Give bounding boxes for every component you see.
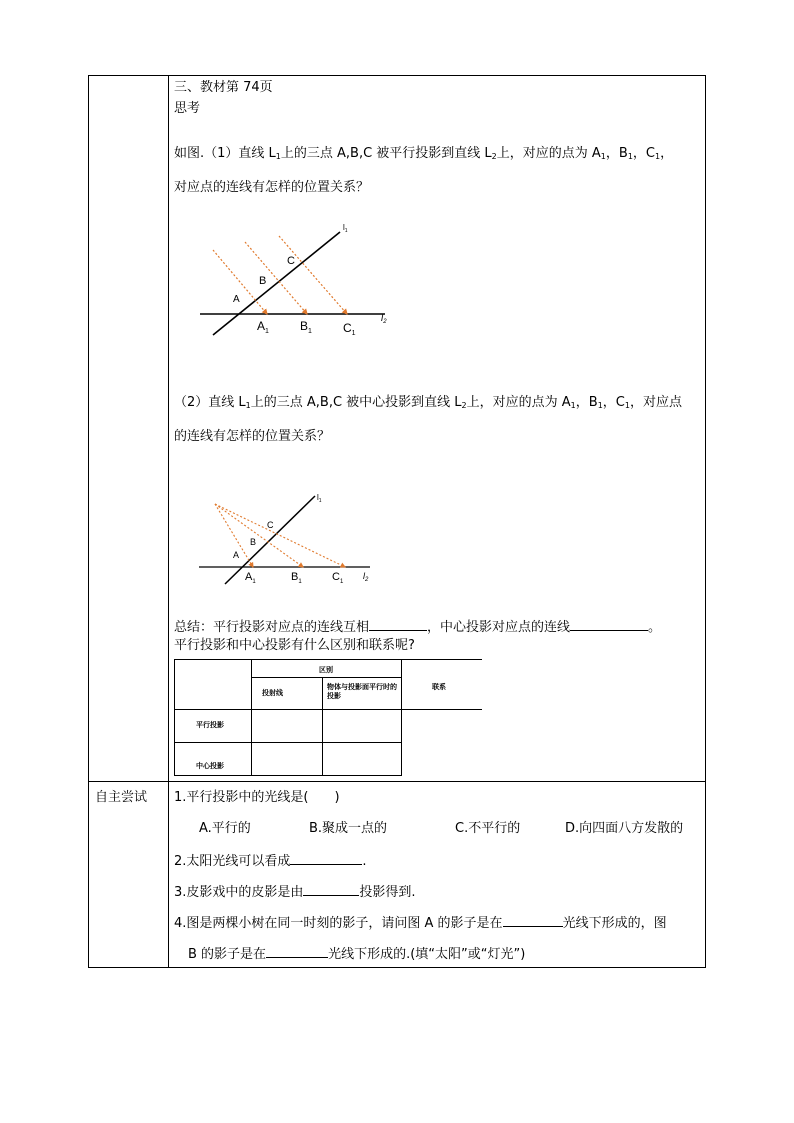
label-b1: $B_1$: [300, 319, 312, 335]
summary-blank-2[interactable]: [570, 618, 648, 631]
label-l1: $l_1$: [343, 223, 348, 234]
header-projection-line: 投射线: [262, 689, 283, 697]
exercise-1-option-d[interactable]: D.向四面八方发散的: [565, 821, 684, 836]
exercise-3: 3.皮影戏中的皮影是由 投影得到.: [174, 885, 416, 900]
label-a1: $A_1$: [257, 319, 269, 335]
exercise-4-blank-2[interactable]: [266, 945, 328, 958]
question-1-line-1: 如图.（1）直线 $L_1$上的三点 A,B,C 被平行投影到直线 $L_2$上，对应的点为 $A_1$，$B_1$，$C_1$，: [174, 146, 674, 161]
question-2-line-2: 的连线有怎样的位置关系？: [174, 429, 331, 444]
comparison-table: [174, 659, 482, 776]
exercise-4-line-1: 4.图是两棵小树在同一时刻的影子，请问图 A 的影子是在 光线下形成的，图: [174, 916, 667, 931]
label-b1: $B_1$: [291, 571, 302, 585]
label-l2: $l_2$: [363, 571, 369, 583]
central-projection-figure: [195, 488, 385, 588]
exercise-4-line-2: B 的影子是在 光线下形成的.(填“太阳”或“灯光”): [188, 947, 526, 962]
label-b: B: [250, 537, 257, 547]
projection-ray-c: [279, 236, 347, 314]
header-difference: 区别: [319, 666, 333, 674]
label-c: C: [287, 255, 295, 267]
row-parallel-projection: 平行投影: [196, 721, 224, 729]
difference-question: 平行投影和中心投影有什么区别和联系呢?: [174, 638, 415, 653]
row-divider: [89, 781, 705, 782]
label-a: A: [233, 294, 240, 305]
label-l1: $l_1$: [317, 493, 322, 504]
label-l2: $l_2$: [381, 313, 387, 325]
question-1-line-2: 对应点的连线有怎样的位置关系？: [174, 180, 370, 195]
label-a: A: [233, 550, 240, 560]
think-label: 思考: [174, 101, 201, 116]
summary-line: 总结：平行投影对应点的连线互相 ，中心投影对应点的连线 。: [174, 620, 662, 635]
exercise-1-stem: 1.平行投影中的光线是( ): [174, 790, 340, 805]
projection-ray-b: [245, 242, 307, 314]
self-try-label: 自主尝试: [95, 790, 148, 805]
label-c: C: [267, 520, 274, 530]
exercise-2: 2.太阳光线可以看成 .: [174, 854, 367, 869]
column-divider: [168, 76, 169, 967]
question-2-line-1: （2）直线 $L_1$上的三点 A,B,C 被中心投影到直线 $L_2$上，对应的点为 $A_1$，$B_1$，$C_1$，对应点: [174, 395, 682, 410]
label-c1: $C_1$: [343, 321, 356, 337]
central-ray-b: [215, 504, 303, 567]
exercise-1-option-b[interactable]: B.聚成一点的: [309, 821, 388, 836]
section-title: 三、教材第 74页: [174, 80, 273, 95]
exercise-3-blank[interactable]: [303, 883, 359, 896]
header-parallel-shadow: 物体与投影面平行时的投影: [327, 683, 397, 700]
parallel-projection-figure: [195, 220, 440, 360]
exercise-1-option-c[interactable]: C.不平行的: [455, 821, 521, 836]
exercise-1-option-a[interactable]: A.平行的: [199, 821, 251, 836]
header-relation: 联系: [432, 683, 446, 691]
summary-blank-1[interactable]: [369, 618, 427, 631]
label-c1: $C_1$: [332, 571, 344, 585]
line-l1: [225, 496, 315, 584]
row-central-projection: 中心投影: [196, 762, 224, 770]
exercise-4-blank-1[interactable]: [503, 914, 563, 927]
label-b: B: [259, 275, 267, 287]
exercise-2-blank[interactable]: [290, 852, 362, 865]
label-a1: $A_1$: [245, 571, 256, 585]
line-l1: [213, 232, 340, 335]
